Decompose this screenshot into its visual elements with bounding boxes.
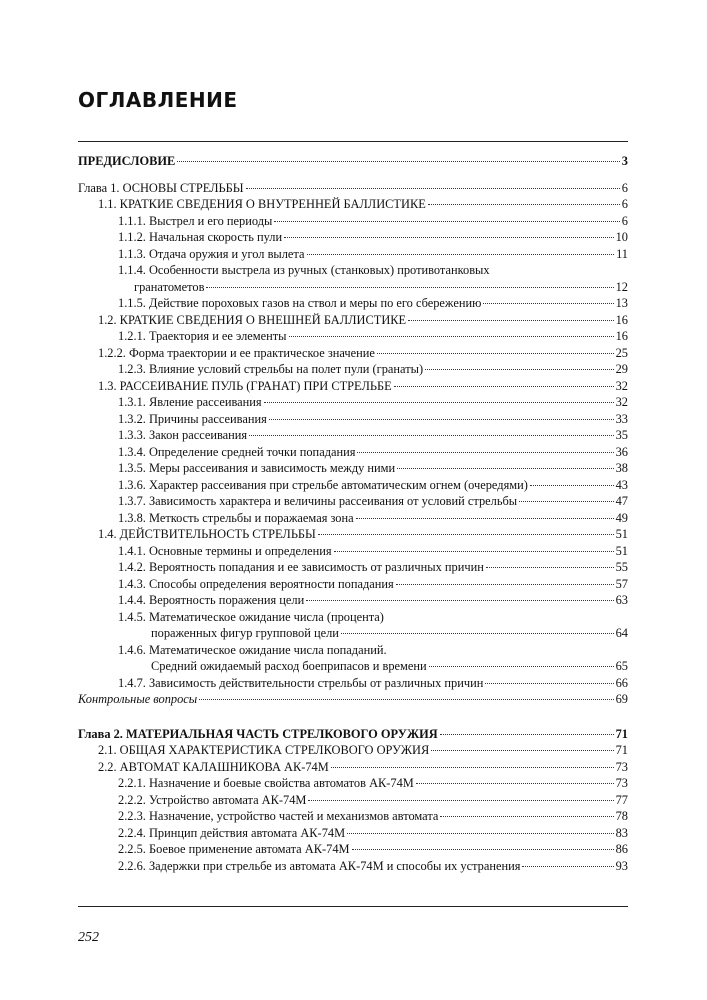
toc-entry-page: 77 bbox=[615, 792, 628, 807]
toc-entry-page: 32 bbox=[615, 395, 628, 409]
toc-entry-title: пораженных фигур групповой цели bbox=[151, 626, 339, 640]
dot-leader bbox=[249, 435, 613, 436]
table-of-contents bbox=[78, 145, 628, 874]
toc-entry-title: 2.2. АВТОМАТ КАЛАШНИКОВА АК-74М bbox=[98, 759, 329, 774]
toc-entry-page: 16 bbox=[615, 312, 628, 327]
toc-entry bbox=[78, 312, 628, 329]
toc-entry-title: 1.4.6. Математическое ожидание числа попаданий. bbox=[118, 642, 387, 657]
toc-entry-title: 2.2.3. Назначение, устройство частей и механизмов автомата bbox=[118, 809, 439, 823]
toc-entry bbox=[78, 726, 628, 743]
dot-leader bbox=[440, 734, 614, 735]
toc-entry bbox=[78, 427, 628, 444]
toc-entry bbox=[78, 510, 628, 527]
toc-entry bbox=[78, 609, 628, 626]
dot-leader bbox=[284, 237, 614, 238]
dot-leader bbox=[199, 699, 613, 700]
toc-entry-page: 57 bbox=[615, 576, 628, 591]
toc-entry bbox=[78, 444, 628, 461]
toc-entry bbox=[78, 592, 628, 609]
dot-leader bbox=[308, 800, 613, 801]
toc-entry-title: 1.4.3. Способы определения вероятности попадания bbox=[118, 576, 394, 591]
page-number: 252 bbox=[78, 930, 99, 945]
toc-entry-title: 1.3.2. Причины рассеивания bbox=[118, 411, 267, 426]
toc-entry-page: 93 bbox=[615, 858, 628, 873]
dot-leader bbox=[352, 849, 614, 850]
toc-entry bbox=[78, 295, 628, 312]
toc-entry-page: 66 bbox=[615, 675, 628, 690]
toc-entry-page: 78 bbox=[615, 809, 628, 823]
toc-entry bbox=[78, 675, 628, 692]
toc-entry-title: 1.2. КРАТКИЕ СВЕДЕНИЯ О ВНЕШНЕЙ БАЛЛИСТИКЕ bbox=[98, 312, 407, 327]
toc-entry-title: 1.2.1. Траектория и ее элементы bbox=[118, 329, 287, 343]
toc-entry bbox=[78, 196, 628, 213]
top-rule bbox=[78, 141, 628, 142]
dot-leader bbox=[522, 866, 613, 867]
toc-entry-title: Глава 2. МАТЕРИАЛЬНАЯ ЧАСТЬ СТРЕЛКОВОГО ОРУЖИЯ bbox=[78, 726, 438, 741]
toc-entry-title: 1.1.4. Особенности выстрела из ручных (станковых) противотанковых bbox=[118, 263, 490, 277]
toc-entry bbox=[78, 493, 628, 510]
dot-leader bbox=[306, 600, 613, 601]
toc-entry-title: 1.4.4. Вероятность поражения цели bbox=[118, 593, 305, 607]
toc-entry-title: 1.3.3. Закон рассеивания bbox=[118, 428, 248, 442]
toc-entry bbox=[78, 526, 628, 543]
toc-entry-title: 1.1.1. Выстрел и его периоды bbox=[118, 213, 273, 228]
toc-entry-page: 83 bbox=[615, 825, 628, 840]
toc-entry-title: гранатометов bbox=[134, 279, 205, 294]
dot-leader bbox=[331, 767, 614, 768]
toc-entry-title: 1.4.5. Математическое ожидание числа (процента) bbox=[118, 609, 384, 624]
dot-leader bbox=[357, 452, 613, 453]
dot-leader bbox=[318, 534, 614, 535]
toc-entry bbox=[78, 328, 628, 345]
dot-leader bbox=[246, 188, 620, 189]
toc-entry-page: 35 bbox=[615, 428, 628, 442]
dot-leader bbox=[519, 501, 614, 502]
toc-entry-page: 10 bbox=[615, 230, 628, 244]
page-title: ОГЛАВЛЕНИЕ bbox=[78, 88, 238, 112]
toc-entry-title: 1.3. РАССЕИВАНИЕ ПУЛЬ (ГРАНАТ) ПРИ СТРЕЛЬБЕ bbox=[98, 378, 392, 393]
toc-entry-title: 1.2.2. Форма траектории и ее практическое значение bbox=[98, 345, 375, 360]
toc-entry bbox=[78, 841, 628, 858]
dot-leader bbox=[485, 683, 613, 684]
dot-leader bbox=[397, 468, 613, 469]
toc-entry-page: 11 bbox=[616, 246, 628, 261]
toc-entry-page: 32 bbox=[615, 378, 628, 393]
toc-entry bbox=[78, 460, 628, 477]
toc-entry bbox=[78, 246, 628, 263]
toc-entry-title: 1.3.8. Меткость стрельбы и поражаемая зона bbox=[118, 510, 354, 525]
toc-entry-title: 2.2.6. Задержки при стрельбе из автомата АК-74М и способы их устранения bbox=[118, 858, 521, 873]
toc-entry bbox=[78, 559, 628, 576]
toc-entry bbox=[78, 691, 628, 708]
toc-entry-title: 1.4. ДЕЙСТВИТЕЛЬНОСТЬ СТРЕЛЬБЫ bbox=[98, 527, 316, 541]
toc-entry bbox=[78, 345, 628, 362]
toc-entry-title: 1.3.1. Явление рассеивания bbox=[118, 395, 262, 409]
toc-entry bbox=[78, 378, 628, 395]
toc-entry bbox=[78, 180, 628, 197]
dot-leader bbox=[486, 567, 614, 568]
dot-leader bbox=[428, 204, 620, 205]
toc-entry-page: 3 bbox=[621, 154, 628, 168]
toc-entry bbox=[78, 858, 628, 875]
toc-entry bbox=[78, 229, 628, 246]
toc-entry-title: 1.2.3. Влияние условий стрельбы на полет пули (гранаты) bbox=[118, 362, 424, 376]
toc-entry-page: 86 bbox=[615, 842, 628, 856]
toc-entry-title: 2.2.4. Принцип действия автомата АК-74М bbox=[118, 825, 346, 840]
dot-leader bbox=[394, 386, 614, 387]
toc-entry bbox=[78, 153, 628, 170]
dot-leader bbox=[431, 750, 613, 751]
dot-leader bbox=[408, 320, 614, 321]
toc-entry-page: 71 bbox=[615, 743, 628, 757]
dot-leader bbox=[274, 221, 619, 222]
dot-leader bbox=[425, 369, 614, 370]
toc-entry-page: 69 bbox=[615, 692, 628, 706]
toc-entry-page: 51 bbox=[615, 543, 628, 558]
dot-leader bbox=[530, 485, 614, 486]
toc-entry bbox=[78, 543, 628, 560]
toc-entry bbox=[78, 825, 628, 842]
toc-entry-page: 49 bbox=[615, 510, 628, 525]
toc-entry-page: 43 bbox=[615, 477, 628, 492]
toc-entry bbox=[78, 411, 628, 428]
toc-entry-page: 12 bbox=[615, 279, 628, 294]
toc-entry-title: 2.2.5. Боевое применение автомата АК-74М bbox=[118, 842, 350, 856]
toc-entry bbox=[78, 759, 628, 776]
toc-entry-title: Глава 1. ОСНОВЫ СТРЕЛЬБЫ bbox=[78, 180, 244, 195]
toc-entry-title: 2.2.2. Устройство автомата АК-74М bbox=[118, 792, 307, 807]
dot-leader bbox=[440, 816, 613, 817]
toc-entry-page: 25 bbox=[615, 345, 628, 360]
toc-entry-page: 33 bbox=[615, 411, 628, 426]
dot-leader bbox=[264, 402, 614, 403]
toc-entry-page: 73 bbox=[615, 759, 628, 774]
dot-leader bbox=[334, 551, 614, 552]
dot-leader bbox=[269, 419, 614, 420]
dot-leader bbox=[177, 161, 619, 162]
toc-entry-page: 47 bbox=[615, 494, 628, 508]
dot-leader bbox=[483, 303, 613, 304]
toc-entry-title: 1.3.4. Определение средней точки попадания bbox=[118, 444, 356, 459]
toc-entry-title: 1.1.2. Начальная скорость пули bbox=[118, 230, 283, 244]
toc-entry-page: 6 bbox=[621, 180, 628, 195]
toc-entry-page: 71 bbox=[615, 726, 628, 741]
toc-entry-title: Средний ожидаемый расход боеприпасов и времени bbox=[151, 659, 427, 673]
dot-leader bbox=[396, 584, 614, 585]
toc-entry bbox=[78, 394, 628, 411]
toc-entry-title: 2.2.1. Назначение и боевые свойства автоматов АК-74М bbox=[118, 776, 414, 790]
bottom-rule bbox=[78, 906, 628, 907]
toc-entry bbox=[78, 642, 628, 659]
toc-entry-page: 16 bbox=[615, 329, 628, 343]
dot-leader bbox=[307, 254, 615, 255]
dot-leader bbox=[377, 353, 614, 354]
toc-entry-page: 13 bbox=[615, 296, 628, 310]
toc-entry-title: 2.1. ОБЩАЯ ХАРАКТЕРИСТИКА СТРЕЛКОВОГО ОРУЖИЯ bbox=[98, 743, 430, 757]
toc-entry-page: 38 bbox=[615, 461, 628, 475]
toc-entry bbox=[78, 742, 628, 759]
toc-entry-title: 1.4.7. Зависимость действительности стрельбы от различных причин bbox=[118, 675, 484, 690]
dot-leader bbox=[429, 666, 614, 667]
toc-entry bbox=[78, 792, 628, 809]
toc-entry-title: 1.1. КРАТКИЕ СВЕДЕНИЯ О ВНУТРЕННЕЙ БАЛЛИСТИКЕ bbox=[98, 197, 426, 211]
toc-entry bbox=[78, 576, 628, 593]
toc-entry-title: ПРЕДИСЛОВИЕ bbox=[78, 154, 176, 168]
toc-entry-page: 64 bbox=[615, 626, 628, 640]
toc-entry bbox=[78, 361, 628, 378]
toc-entry-page: 73 bbox=[615, 776, 628, 790]
toc-entry-page: 6 bbox=[621, 213, 628, 228]
toc-entry bbox=[78, 262, 628, 279]
dot-leader bbox=[356, 518, 614, 519]
toc-entry-page: 65 bbox=[615, 659, 628, 673]
toc-entry-title: 1.4.2. Вероятность попадания и ее зависимость от различных причин bbox=[118, 560, 484, 574]
toc-entry-title: 1.3.5. Меры рассеивания и зависимость между ними bbox=[118, 461, 396, 475]
toc-entry-title: 1.4.1. Основные термины и определения bbox=[118, 543, 332, 558]
toc-entry-page: 36 bbox=[615, 444, 628, 459]
toc-entry-title: 1.1.3. Отдача оружия и угол вылета bbox=[118, 246, 305, 261]
toc-entry bbox=[78, 775, 628, 792]
dot-leader bbox=[206, 287, 613, 288]
toc-entry-title: 1.3.6. Характер рассеивания при стрельбе автоматическим огнем (очередями) bbox=[118, 477, 528, 492]
dot-leader bbox=[341, 633, 614, 634]
toc-entry-page: 51 bbox=[615, 527, 628, 541]
toc-entry-title: 1.1.5. Действие пороховых газов на ствол и меры по его сбережению bbox=[118, 296, 482, 310]
toc-entry bbox=[78, 477, 628, 494]
toc-entry bbox=[78, 279, 628, 296]
toc-entry-page: 29 bbox=[615, 362, 628, 376]
toc-entry bbox=[78, 808, 628, 825]
toc-entry-page: 55 bbox=[615, 560, 628, 574]
dot-leader bbox=[289, 336, 614, 337]
toc-entry bbox=[78, 658, 628, 675]
toc-entry-page: 63 bbox=[615, 593, 628, 607]
dot-leader bbox=[347, 833, 614, 834]
toc-entry-title: Контрольные вопросы bbox=[78, 692, 198, 706]
toc-entry bbox=[78, 625, 628, 642]
dot-leader bbox=[416, 783, 614, 784]
toc-entry-title: 1.3.7. Зависимость характера и величины рассеивания от условий стрельбы bbox=[118, 494, 518, 508]
toc-entry-page: 6 bbox=[621, 197, 628, 211]
toc-entry bbox=[78, 213, 628, 230]
